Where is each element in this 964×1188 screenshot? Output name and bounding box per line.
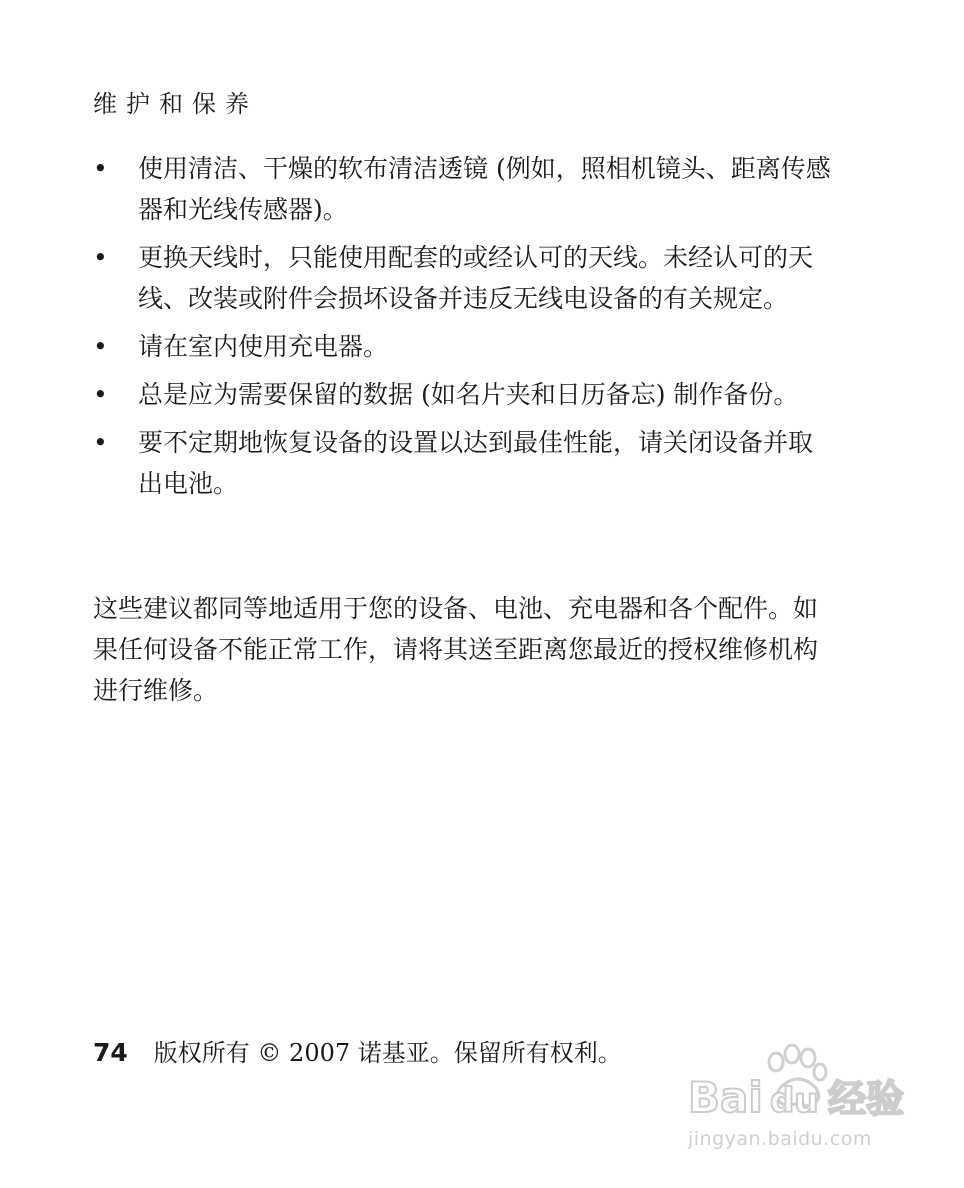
bullet-list [93,148,833,511]
svg-text:du: du [770,1081,819,1121]
baidu-paw-logo-icon [688,1040,918,1130]
list-item-text: 要不定期地恢复设备的设置以达到最佳性能，请关闭设备并取出电池。 [138,428,814,498]
list-item-text: 总是应为需要保留的数据 (如名片夹和日历备忘) 制作备份。 [138,380,799,409]
list-item [93,422,833,504]
bullet-icon: • [93,380,108,409]
copyright-notice: 版权所有 © 2007 诺基亚。保留所有权利。 [153,1039,622,1067]
bullet-icon: • [93,154,108,183]
bullet-icon: • [93,243,108,272]
baidu-jingyan-watermark [688,1040,918,1160]
list-item-text: 更换天线时，只能使用配套的或经认可的天线。未经认可的天线、改装或附件会损坏设备并违反无线电设备的有关规定。 [138,243,814,313]
list-item [93,148,833,230]
list-item [93,374,833,415]
list-item [93,326,833,367]
page-number: 74 [93,1038,128,1067]
svg-text:经验: 经验 [828,1077,905,1121]
bullet-icon: • [93,428,108,457]
list-item [93,237,833,319]
svg-text:Bai: Bai [688,1073,763,1122]
section-heading: 维护和保养 [93,90,258,118]
page-footer [93,1033,622,1068]
closing-paragraph: 这些建议都同等地适用于您的设备、电池、充电器和各个配件。如果任何设备不能正常工作，请将其送至距离您最近的授权维修机构进行维修。 [93,594,819,705]
list-item-text: 使用清洁、干燥的软布清洁透镜 (例如，照相机镜头、距离传感器和光线传感器)。 [138,154,831,224]
list-item-text: 请在室内使用充电器。 [138,332,389,361]
bullet-icon: • [93,332,108,361]
watermark-url: jingyan.baidu.com [688,1128,872,1150]
